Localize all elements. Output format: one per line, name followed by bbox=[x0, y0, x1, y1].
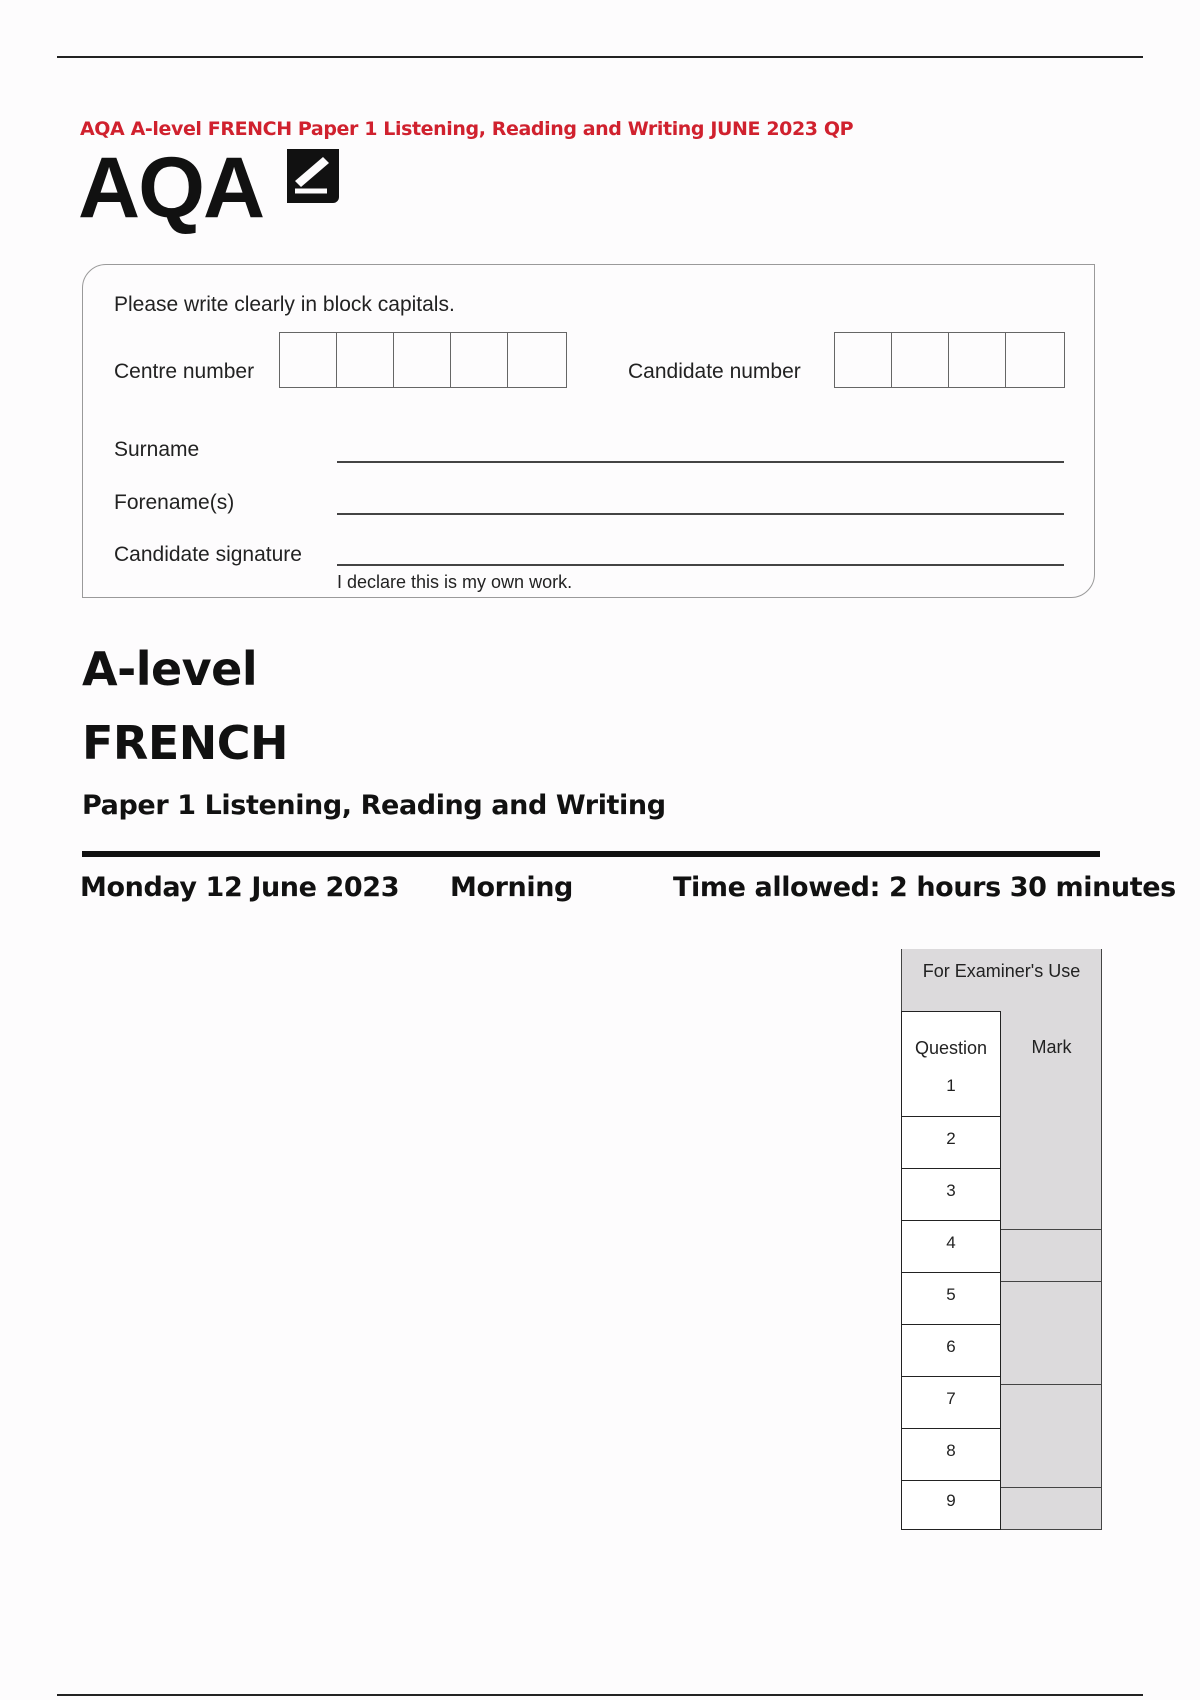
question-number: 1 bbox=[946, 1076, 956, 1095]
exam-subject: FRENCH bbox=[82, 716, 289, 770]
form-instruction: Please write clearly in block capitals. bbox=[114, 293, 455, 316]
signature-field[interactable] bbox=[337, 564, 1064, 566]
centre-number-input[interactable] bbox=[279, 332, 567, 388]
exam-date: Monday 12 June 2023 bbox=[80, 872, 400, 903]
forenames-label: Forename(s) bbox=[114, 491, 235, 514]
question-header: Question bbox=[914, 1038, 988, 1058]
examiner-table-title: For Examiner's Use bbox=[901, 949, 1102, 1011]
mark-cell[interactable] bbox=[1001, 1230, 1102, 1282]
candidate-number-digit[interactable] bbox=[949, 333, 1006, 387]
exam-time-allowed: Time allowed: 2 hours 30 minutes bbox=[673, 872, 1176, 903]
centre-number-digit[interactable] bbox=[337, 333, 394, 387]
aqa-logo-mark-icon bbox=[283, 147, 343, 205]
question-number: 6 bbox=[902, 1324, 1000, 1376]
exam-session: Morning bbox=[450, 872, 573, 903]
question-number: 4 bbox=[902, 1220, 1000, 1272]
declaration-text: I declare this is my own work. bbox=[337, 572, 573, 592]
question-number: 7 bbox=[902, 1376, 1000, 1428]
centre-number-digit[interactable] bbox=[280, 333, 337, 387]
centre-number-digit[interactable] bbox=[394, 333, 451, 387]
surname-label: Surname bbox=[114, 438, 200, 461]
question-number: 8 bbox=[902, 1428, 1000, 1480]
exam-level: A-level bbox=[82, 642, 258, 696]
bottom-rule bbox=[57, 1694, 1143, 1696]
mark-cell[interactable] bbox=[1001, 1385, 1102, 1488]
question-number: 5 bbox=[902, 1272, 1000, 1324]
mark-cell[interactable] bbox=[1001, 1282, 1102, 1385]
document-heading: AQA A-level FRENCH Paper 1 Listening, Reading and Writing JUNE 2023 QP bbox=[80, 118, 854, 140]
aqa-logo bbox=[78, 140, 264, 236]
question-number: 3 bbox=[902, 1168, 1000, 1220]
title-divider bbox=[82, 851, 1100, 857]
centre-number-label: Centre number bbox=[114, 360, 255, 383]
top-rule bbox=[57, 56, 1143, 58]
aqa-logo-text: AQA bbox=[78, 140, 264, 236]
question-number: 2 bbox=[902, 1116, 1000, 1168]
surname-field[interactable] bbox=[337, 461, 1064, 463]
forenames-field[interactable] bbox=[337, 513, 1064, 515]
centre-number-digit[interactable] bbox=[508, 333, 565, 387]
mark-cell[interactable] bbox=[1001, 1488, 1102, 1530]
candidate-number-digit[interactable] bbox=[892, 333, 949, 387]
candidate-number-digit[interactable] bbox=[1006, 333, 1063, 387]
candidate-number-input[interactable] bbox=[834, 332, 1065, 388]
candidate-number-digit[interactable] bbox=[835, 333, 892, 387]
signature-label: Candidate signature bbox=[114, 543, 302, 566]
candidate-number-label: Candidate number bbox=[628, 360, 801, 383]
examiner-use-table bbox=[901, 949, 1102, 1530]
question-number: 9 bbox=[902, 1480, 1000, 1529]
exam-paper: Paper 1 Listening, Reading and Writing bbox=[82, 790, 666, 821]
mark-header: Mark bbox=[1031, 1037, 1072, 1057]
question-column bbox=[901, 1011, 1001, 1530]
centre-number-digit[interactable] bbox=[451, 333, 508, 387]
